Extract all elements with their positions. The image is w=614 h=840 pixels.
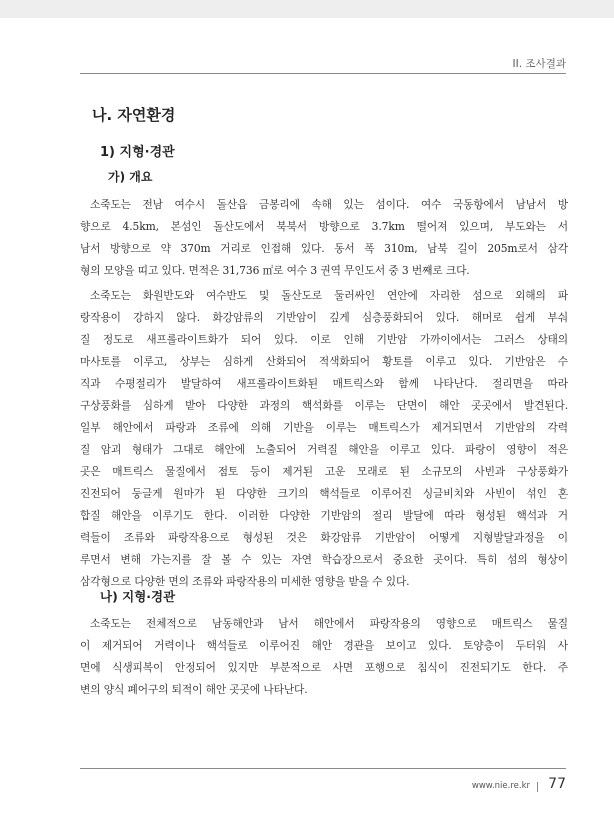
text-line: 이 제거되어 거력이나 핵석들로 이루어진 해안 경관을 보이고 있다. 토양층이 두터워 사: [80, 639, 568, 652]
section-title: 나. 자연환경: [92, 106, 176, 124]
text-line: 질 암괴 형태가 그대로 해안에 노출되어 거력질 해안을 이루고 있다. 파랑이 영향이 적은: [80, 443, 568, 456]
paragraph-overview-1: [80, 194, 568, 282]
text-line: 일부 해안에서 파랑과 조류에 의해 기반을 이루는 매트릭스가 제거되면서 기반암의 각력: [80, 421, 568, 434]
text-line: 소죽도는 전남 여수시 돌산읍 금봉리에 속해 있는 섬이다. 여수 국동항에서 남남서 방: [90, 198, 568, 211]
text-line: 남서 방향으로 약 370m 거리로 인접해 있다. 동서 폭 310m, 남북 길이 205m로서 삼각: [80, 242, 568, 255]
text-line: 루면서 변해 가는지를 잘 볼 수 있는 자연 학습장으로서 중요한 곳이다. 특히 섬의 형상이: [80, 553, 568, 566]
text-line: 구상풍화를 심하게 받아 다양한 과정의 핵석화를 이루는 단면이 해안 곳곳에서 발견된다.: [80, 399, 568, 412]
text-line: 삼각형으로 다양한 면의 조류와 파랑작용의 미세한 영향을 받을 수 있다.: [80, 575, 410, 588]
text-line: 직과 수평절리가 발달하여 새프롤라이트화된 매트릭스와 함께 나타난다. 절리면을 따라: [80, 377, 568, 390]
running-head: II. 조사결과: [512, 58, 566, 70]
text-line: 향으로 4.5km, 본섬인 돌산도에서 북북서 방향으로 3.7km 떨어져 있으며, 부도와는 서: [80, 220, 568, 233]
top-band: [0, 0, 614, 18]
text-line: 진전되어 둥글게 원마가 된 다양한 크기의 핵석들로 이루어진 싱글비치와 사빈이 섞인 혼: [80, 487, 568, 500]
text-line: 질 정도로 새프롤라이트화가 되어 있다. 이로 인해 기반암 가까이에서는 그러스 상태의: [80, 333, 568, 346]
footer-url: www.nie.re.kr: [471, 781, 530, 791]
footer-rule: [80, 768, 566, 769]
subsubsection-title-b: 나) 지형·경관: [100, 589, 176, 604]
text-line: 력들이 조류와 파랑작용으로 형성된 것은 화강암류 기반암이 어떻게 지형발달과정을 이: [80, 531, 568, 544]
text-line: 변의 양식 폐어구의 퇴적이 해안 곳곳에 나타난다.: [80, 683, 308, 696]
text-line: 랑작용이 강하지 않다. 화강암류의 기반암이 깊게 심층풍화되어 있다. 해머로 쉽게 부숴: [80, 311, 568, 324]
subsection-title: 1) 지형·경관: [100, 145, 175, 160]
text-line: 형의 모양을 띠고 있다. 면적은 31,736 ㎡로 여수 3 권역 무인도서 중 3 번째로 크다.: [80, 264, 470, 277]
text-line: 마사토를 이루고, 상부는 심하게 산화되어 적색화되어 황토를 이루고 있다. 기반암은 수: [80, 355, 568, 368]
subsubsection-title-a: 가) 개요: [108, 170, 153, 184]
text-line: 소죽도는 전체적으로 남동해안과 남서 해안에서 파랑작용의 영향으로 매트릭스 물질: [90, 617, 568, 630]
text-line: 합질 해안을 이루기도 한다. 이러한 다양한 기반암의 절리 발달에 따라 형성된 핵석과 거: [80, 509, 568, 522]
header-rule: [80, 73, 566, 74]
text-line: 면에 식생피복이 안정되어 있지만 부분적으로 사면 포행으로 침식이 진전되기도 한다. 주: [80, 661, 568, 674]
text-line: 소죽도는 화원반도와 여수반도 및 돌산도로 둘러싸인 연안에 자리한 섬으로 외해의 파: [90, 289, 568, 302]
footer-divider: [537, 782, 538, 792]
paragraph-landform: [80, 613, 568, 701]
text-line: 곳은 매트릭스 물질에서 점토 등이 제거된 고운 모래로 된 소규모의 사빈과 구상풍화가: [80, 465, 568, 478]
page-number: 77: [548, 776, 566, 792]
paragraph-overview-2: [80, 285, 568, 593]
